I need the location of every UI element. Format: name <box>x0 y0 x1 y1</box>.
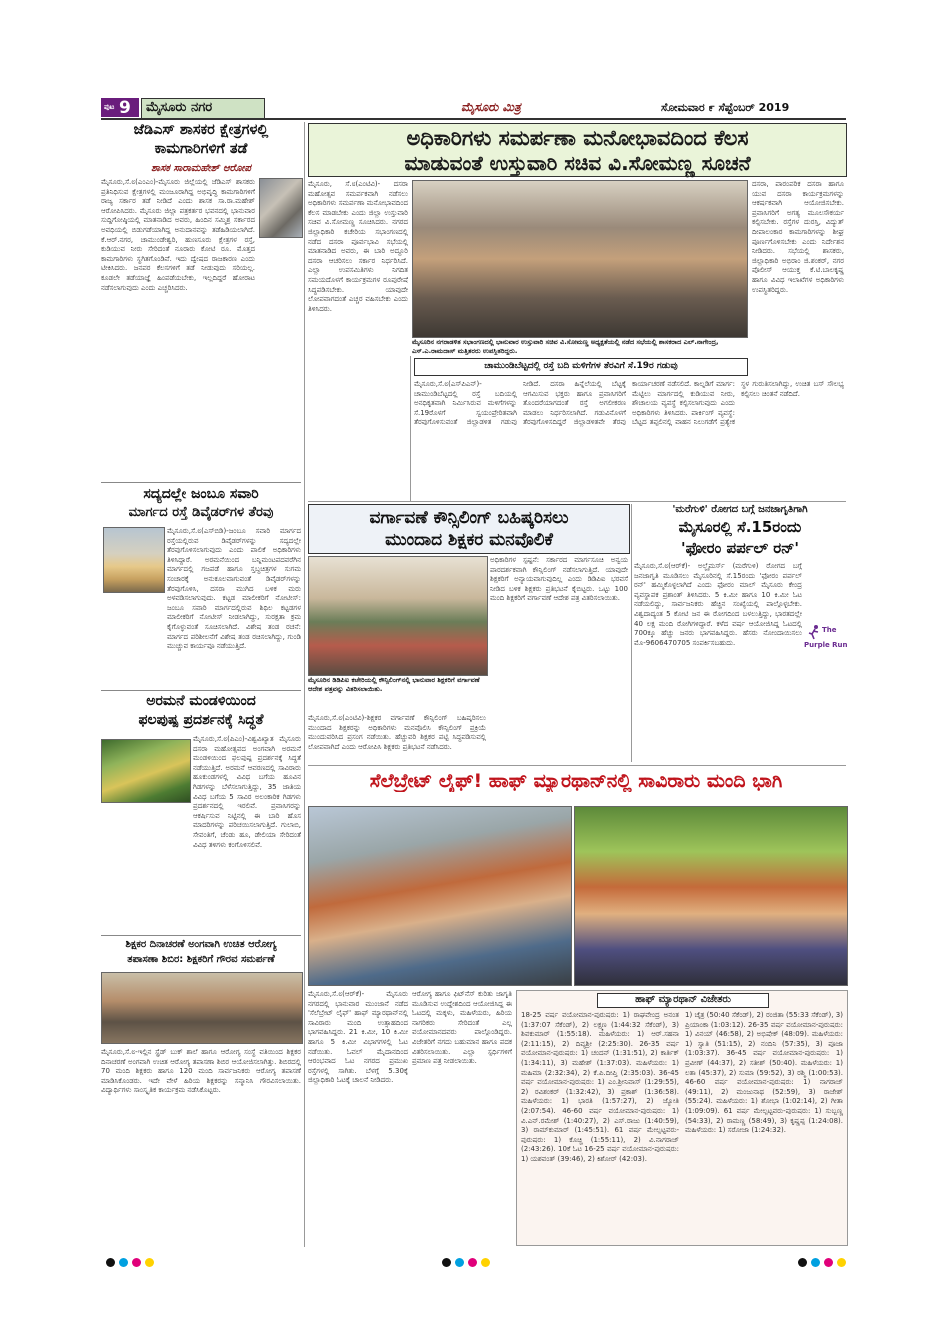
left-story2-headline-line2: ಮಾರ್ಗದ ರಸ್ತೆ ಡಿವೈಡರ್‌ಗಳ ತೆರವು <box>128 505 274 520</box>
left-story4 <box>101 935 301 1246</box>
registration-dot <box>798 1258 807 1267</box>
paper-name: ಮೈಸೂರು ಮಿತ್ರ <box>461 100 521 114</box>
left-story4-body: ಮೈಸೂರು,ಸೆ.೮-ಇಲ್ಲಿನ ಸ್ಪ್ರೆಡ್ ಬುಕ್ ಶಾಲೆ ಹಾಗೂ ಆರೋಗ್ಯ ಸಂಸ್ಥೆ ವತಿಯಿಂದ ಶಿಕ್ಷಕರ ದಿನಾಚರಣೆ ಅಂಗವಾಗಿ ಉಚಿತ ಆರೋಗ್ಯ ತಪಾಸಣಾ ಶಿಬಿರ ಆಯೋಜಿಸಲಾಗಿತ್ತು. ಶಿಬಿರದಲ್ಲಿ 70 ಮಂದಿ ಶಿಕ್ಷಕರು ಹಾಗೂ 120 ಮಂದಿ ಸಾರ್ವಜನಿಕರು ಆರೋಗ್ಯ ತಪಾಸಣೆ ಮಾಡಿಸಿಕೊಂಡರು. ಇದೇ ವೇಳೆ ಹಿರಿಯ ಶಿಕ್ಷಕರನ್ನು ಸನ್ಮಾನಿಸಿ ಗೌರವಿಸಲಾಯಿತು. ವಿದ್ಯಾರ್ಥಿಗಳು ಸಾಂಸ್ಕೃತಿಕ ಕಾರ್ಯಕ್ರಮ ನಡೆಸಿಕೊಟ್ಟರು. <box>101 1048 301 1095</box>
column-rule-left <box>304 122 305 1247</box>
left-story2-body: ಮೈಸೂರು,ಸೆ.೮(ಎಸ್‌ಬಿಡಿ)-ಜಂಬೂ ಸವಾರಿ ಮಾರ್ಗದ ರಸ್ತೆಯಲ್ಲಿರುವ ಡಿವೈಡರ್‌ಗಳನ್ನು ಸದ್ಯದಲ್ಲೇ ತೆರವುಗೊಳಿಸಲಾಗುವುದು ಎಂದು ಪಾಲಿಕೆ ಅಧಿಕಾರಿಗಳು ತಿಳಿಸಿದ್ದಾರೆ. ಅರಮನೆಯಿಂದ ಬನ್ನಿಮಂಟಪದವರೆಗಿನ ಮಾರ್ಗದಲ್ಲಿ ಗಜಪಡೆ ಹಾಗೂ ಸ್ತಬ್ಧಚಿತ್ರಗಳ ಸುಗಮ ಸಂಚಾರಕ್ಕೆ ಅನುಕೂಲವಾಗುವಂತೆ ಡಿವೈಡರ್‌ಗಳನ್ನು ತೆರವುಗೊಳಿಸಿ, ದಸರಾ ಮುಗಿದ ಬಳಿಕ ಮರು ಅಳವಡಿಸಲಾಗುವುದು. ಕಟ್ಟಡ ಮಾಲೀಕರಿಗೆ ನೋಟೀಸ್: ಜಂಬೂ ಸವಾರಿ ಮಾರ್ಗದಲ್ಲಿರುವ ಶಿಥಿಲ ಕಟ್ಟಡಗಳ ಮಾಲೀಕರಿಗೆ ನೋಟೀಸ್ ನೀಡಲಾಗಿದ್ದು, ಸುರಕ್ಷತಾ ಕ್ರಮ ಕೈಗೊಳ್ಳುವಂತೆ ಸೂಚಿಸಲಾಗಿದೆ. ವಿಶೇಷ ತಂಡ ರಚನೆ: ಮಾರ್ಗದ ಪರಿಶೀಲನೆಗೆ ವಿಶೇಷ ತಂಡ ರಚಿಸಲಾಗಿದ್ದು, ಗುಂಡಿ ಮುಚ್ಚುವ ಕಾರ್ಯವೂ ನಡೆಯುತ್ತಿದೆ. <box>167 527 301 651</box>
issue-date: ಸೋಮವಾರ ೯ ಸೆಪ್ಟೆಂಬರ್ 2019 <box>661 101 790 114</box>
left-story4-photo <box>101 972 303 1044</box>
lead-headline-line2: ಮಾಡುವಂತೆ ಉಸ್ತುವಾರಿ ಸಚಿವ ವಿ.ಸೋಮಣ್ಣ ಸೂಚನೆ <box>404 151 751 175</box>
chamundi-body: ಮೈಸೂರು,ಸೆ.೮(ಎಸ್‌ಪಿಎನ್)-ಚಾಮುಂಡಿಬೆಟ್ಟದಲ್ಲಿ ರಸ್ತೆ ಬದಿಯಲ್ಲಿ ಅನಧಿಕೃತವಾಗಿ ನಿರ್ಮಿಸಿರುವ ಮಳಿಗೆಗಳನ್ನು ಸೆ.19ರೊಳಗೆ ಸ್ವಯಂಪ್ರೇರಿತವಾಗಿ ತೆರವುಗೊಳಿಸುವಂತೆ ಜಿಲ್ಲಾಡಳಿತ ಗಡುವು ನೀಡಿದೆ. ದಸರಾ ಹಿನ್ನೆಲೆಯಲ್ಲಿ ಬೆಟ್ಟಕ್ಕೆ ಆಗಮಿಸುವ ಭಕ್ತರು ಹಾಗೂ ಪ್ರವಾಸಿಗರಿಗೆ ತೊಂದರೆಯಾಗದಂತೆ ರಸ್ತೆ ಅಗಲೀಕರಣ ಮಾಡಲು ನಿರ್ಧರಿಸಲಾಗಿದೆ. ಗಡುವಿನೊಳಗೆ ತೆರವುಗೊಳಿಸದಿದ್ದರೆ ಜಿಲ್ಲಾಡಳಿತವೇ ತೆರವು ಕಾರ್ಯಾಚರಣೆ ನಡೆಸಲಿದೆ. ಕಾಲ್ನಡಿಗೆ ಮಾರ್ಗ: ಮೆಟ್ಟಿಲು ಮಾರ್ಗದಲ್ಲಿ ಕುಡಿಯುವ ನೀರು, ಶೌಚಾಲಯ ವ್ಯವಸ್ಥೆ ಕಲ್ಪಿಸಲಾಗುವುದು ಎಂದು ಅಧಿಕಾರಿಗಳು ತಿಳಿಸಿದರು. ಪಾರ್ಕಿಂಗ್ ವ್ಯವಸ್ಥೆ: ಬೆಟ್ಟದ ತಪ್ಪಲಿನಲ್ಲಿ ವಾಹನ ನಿಲುಗಡೆಗೆ ಪ್ರತ್ಯೇಕ ಸ್ಥಳ ಗುರುತಿಸಲಾಗಿದ್ದು, ಉಚಿತ ಬಸ್ ಸೌಲಭ್ಯ ಕಲ್ಪಿಸಲು ಚಿಂತನೆ ನಡೆದಿದೆ. <box>414 380 844 427</box>
lead-photo <box>412 180 748 338</box>
registration-dot <box>824 1258 833 1267</box>
left-story2 <box>101 482 301 681</box>
page-label: ಪುಟ <box>104 103 115 111</box>
counseling-headline-line2: ಮುಂದಾದ ಶಿಕ್ಷಕರ ಮನವೊಲಿಕೆ <box>385 530 553 550</box>
registration-dot <box>811 1258 820 1267</box>
registration-dot <box>468 1258 477 1267</box>
left-story1-headline-line1: ಜೆಡಿಎಸ್ ಶಾಸಕರ ಕ್ಷೇತ್ರಗಳಲ್ಲಿ <box>133 122 269 138</box>
marathon-body-left: ಮೈಸೂರು,ಸೆ.೮(ಆರ್‌ಕೆ)- ಮೈಸೂರು ನಗರದಲ್ಲಿ ಭಾನುವಾರ ಮುಂಜಾನೆ ನಡೆದ 'ಸೆಲೆಬ್ರೇಟ್ ಲೈಫ್' ಹಾಫ್ ಮ್ಯಾರಥಾನ್‌ನಲ್ಲಿ ಸಾವಿರಾರು ಮಂದಿ ಉತ್ಸಾಹದಿಂದ ಭಾಗವಹಿಸಿದ್ದರು. 21 ಕಿ.ಮೀ, 10 ಕಿ.ಮೀ ಹಾಗೂ 5 ಕಿ.ಮೀ ವಿಭಾಗಗಳಲ್ಲಿ ಓಟ ನಡೆಯಿತು. ಓವಲ್ ಮೈದಾನದಿಂದ ಆರಂಭವಾದ ಓಟ ನಗರದ ಪ್ರಮುಖ ರಸ್ತೆಗಳಲ್ಲಿ ಸಾಗಿತು. ಬೆಳಗ್ಗೆ 5.30ಕ್ಕೆ ಜಿಲ್ಲಾಧಿಕಾರಿ ಓಟಕ್ಕೆ ಚಾಲನೆ ನೀಡಿದರು. <box>308 990 408 1085</box>
left-story3-headline-line1: ಅರಮನೆ ಮಂಡಳಿಯಿಂದ <box>146 693 256 709</box>
page-number-box <box>101 98 139 117</box>
lead-body-right: ದಸರಾ, ಪಾರಂಪರಿಕ ದಸರಾ ಹಾಗೂ ಯುವ ದಸರಾ ಕಾರ್ಯಕ್ರಮಗಳನ್ನು ಆಕರ್ಷಕವಾಗಿ ಆಯೋಜಿಸಬೇಕು. ಪ್ರವಾಸಿಗರಿಗೆ ಅಗತ್ಯ ಮೂಲಸೌಕರ್ಯ ಕಲ್ಪಿಸಬೇಕು. ರಸ್ತೆಗಳ ದುರಸ್ತಿ, ವಿದ್ಯುತ್ ದೀಪಾಲಂಕಾರ ಕಾಮಗಾರಿಗಳನ್ನು ಶೀಘ್ರ ಪೂರ್ಣಗೊಳಿಸಬೇಕು ಎಂದು ನಿರ್ದೇಶನ ನೀಡಿದರು. ಸಭೆಯಲ್ಲಿ ಶಾಸಕರು, ಜಿಲ್ಲಾಧಿಕಾರಿ ಅಭಿರಾಂ ಜಿ.ಶಂಕರ್, ನಗರ ಪೊಲೀಸ್ ಆಯುಕ್ತ ಕೆ.ಟಿ.ಬಾಲಕೃಷ್ಣ ಹಾಗೂ ವಿವಿಧ ಇಲಾಖೆಗಳ ಅಧಿಕಾರಿಗಳು ಉಪಸ್ಥಿತರಿದ್ದರು. <box>752 180 844 294</box>
lead-headline-line1: ಅಧಿಕಾರಿಗಳು ಸಮರ್ಪಣಾ ಮನೋಭಾವದಿಂದ ಕೆಲಸ <box>406 126 749 150</box>
winners-right: 1) ಚೈತ್ರ (50:40 ಸೆಕೆಂಡ್), 2) ರಂಜಿತಾ (55:33 ಸೆಕೆಂಡ್), 3) ಪ್ರಿಯಾಂಕಾ (1:03:12). 26-35 ವರ್ಷ ವಯೋಮಾನ-ಪುರುಷರು: 1) ವಿನಯ್ (46:58), 2) ಅಭಿಷೇಕ್ (48:09). ಮಹಿಳೆಯರು: 1) ಸ್ವಾತಿ (51:15), 2) ನಂದಿನಿ (57:35), 3) ಪೂಜಾ (1:03:37). 36-45 ವರ್ಷ ವಯೋಮಾನ-ಪುರುಷರು: 1) ಪ್ರವೀಣ್ (44:37), 2) ಸತೀಶ್ (50:40). ಮಹಿಳೆಯರು: 1) ಲತಾ (45:37), 2) ಸುಮಾ (59:52), 3) ರಶ್ಮಿ (1:00:53). 46-60 ವರ್ಷ ವಯೋಮಾನ-ಪುರುಷರು: 1) ನಾಗರಾಜ್ (49:11), 2) ಮಂಜುನಾಥ (52:59), 3) ರಾಜೇಶ್ (55:24). ಮಹಿಳೆಯರು: 1) ಶೋಭಾ (1:02:14), 2) ಗೀತಾ (1:09:09). 61 ವರ್ಷ ಮೇಲ್ಪಟ್ಟವರು-ಪುರುಷರು: 1) ಸುಬ್ಬಣ್ಣ (54:33), 2) ರಾಮಣ್ಣ (58:49), 3) ಕೃಷ್ಣಪ್ಪ (1:24:08). ಮಹಿಳೆಯರು: 1) ಸರೋಜಾ (1:24:32). <box>685 1011 843 1135</box>
left-story2-photo <box>103 527 165 593</box>
counseling-headline-box <box>308 504 630 554</box>
registration-dot <box>119 1258 128 1267</box>
column-rule-chamundi <box>410 356 411 501</box>
lead-headline-box <box>308 123 847 177</box>
section-label <box>141 98 265 119</box>
marathon-photo-right <box>574 806 848 986</box>
horizontal-rule-1 <box>308 501 846 502</box>
left-story3-photo <box>101 739 191 803</box>
registration-dot <box>145 1258 154 1267</box>
left-story3 <box>101 690 301 931</box>
registration-dot <box>455 1258 464 1267</box>
purple-run-logo-name: Purple Run <box>804 641 848 649</box>
footer-marks-right <box>796 1252 848 1271</box>
left-story1-photo <box>259 178 303 238</box>
lead-photo-caption: ಮೈಸೂರಿನ ನಗರಾಡಳಿತ ಸಭಾಂಗಣದಲ್ಲಿ ಭಾನುವಾರ ಉಸ್ತುವಾರಿ ಸಚಿವ ವಿ.ಸೋಮಣ್ಣ ಅಧ್ಯಕ್ಷತೆಯಲ್ಲಿ ನಡೆದ ಸಭೆಯಲ್ಲಿ ಶಾಸಕರಾದ ಎಲ್.ನಾಗೇಂದ್ರ, ಎಸ್.ಎ.ರಾಮದಾಸ್ ಮತ್ತಿತರರು ಉಪಸ್ಥಿತರಿದ್ದರು. <box>412 338 719 355</box>
masthead <box>101 98 846 120</box>
counseling-photo <box>308 556 488 676</box>
registration-dot <box>837 1258 846 1267</box>
column-rule-mid <box>631 504 632 762</box>
counseling-body-right: ಅಧಿಕಾರಿಗಳ ಸ್ಪಷ್ಟನೆ: ಸರ್ಕಾರದ ಮಾರ್ಗಸೂಚಿ ಅನ್ವಯ ಪಾರದರ್ಶಕವಾಗಿ ಕೌನ್ಸಿಲಿಂಗ್ ನಡೆಸಲಾಗುತ್ತಿದೆ. ಯಾವುದೇ ಶಿಕ್ಷಕರಿಗೆ ಅನ್ಯಾಯವಾಗುವುದಿಲ್ಲ ಎಂದು ಡಿಡಿಪಿಐ ಭರವಸೆ ನೀಡಿದ ಬಳಿಕ ಶಿಕ್ಷಕರು ಪ್ರತಿಭಟನೆ ಕೈಬಿಟ್ಟರು. ಒಟ್ಟು 100 ಮಂದಿ ಶಿಕ್ಷಕರಿಗೆ ವರ್ಗಾವಣೆ ಆದೇಶ ಪತ್ರ ವಿತರಿಸಲಾಯಿತು. <box>490 556 628 603</box>
left-story1-body-cont <box>101 336 301 456</box>
counseling-headline-line1: ವರ್ಗಾವಣೆ ಕೌನ್ಸಿಲಿಂಗ್ ಬಹಿಷ್ಕರಿಸಲು <box>369 508 569 528</box>
counseling-photo-caption: ಮೈಸೂರಿನ ಡಿಡಿಪಿಐ ಕಚೇರಿಯಲ್ಲಿ ಕೌನ್ಸಿಲಿಂಗ್‌ನಲ್ಲಿ ಭಾನುವಾರ ಶಿಕ್ಷಕರಿಗೆ ವರ್ಗಾವಣೆ ಆದೇಶ ಪತ್ರವನ್ನು ವಿತರಿಸಲಾಯಿತು. <box>308 676 480 693</box>
runner-icon <box>806 624 822 640</box>
chamundi-headline-bar <box>414 358 748 376</box>
horizontal-rule-2 <box>308 765 846 766</box>
registration-dot <box>106 1258 115 1267</box>
purple-run-headline-line3: 'ಫೋರಂ ಪರ್ಪಲ್ ರನ್' <box>681 539 799 557</box>
left-story4-headline-line1: ಶಿಕ್ಷಕರ ದಿನಾಚರಣೆ ಅಂಗವಾಗಿ ಉಚಿತ ಆರೋಗ್ಯ <box>125 939 277 950</box>
registration-dot <box>442 1258 451 1267</box>
purple-run-logo <box>804 624 846 656</box>
left-story2-headline-line1: ಸದ್ಯದಲ್ಲೇ ಜಂಬೂ ಸವಾರಿ <box>143 486 259 502</box>
counseling-body-left: ಮೈಸೂರು,ಸೆ.೮(ಎಂಟಿವಿ)-ಶಿಕ್ಷಕರ ವರ್ಗಾವಣೆ ಕೌನ್ಸಿಲಿಂಗ್ ಬಹಿಷ್ಕರಿಸಲು ಮುಂದಾದ ಶಿಕ್ಷಕರನ್ನು ಅಧಿಕಾರಿಗಳು ಮನವೊಲಿಸಿ ಕೌನ್ಸಿಲಿಂಗ್ ಪ್ರಕ್ರಿಯೆ ಮುಂದುವರಿಸಿದ ಪ್ರಸಂಗ ನಡೆಯಿತು. ಹೆಚ್ಚುವರಿ ಶಿಕ್ಷಕರ ಪಟ್ಟಿ ಸಿದ್ಧಪಡಿಸುವಲ್ಲಿ ಲೋಪವಾಗಿದೆ ಎಂದು ಆರೋಪಿಸಿ ಶಿಕ್ಷಕರು ಪ್ರತಿಭಟನೆ ನಡೆಸಿದರು. <box>308 714 486 751</box>
winners-title: ಹಾಫ್ ಮ್ಯಾರಥಾನ್ ವಿಜೇತರು <box>597 993 769 1008</box>
footer-marks-center <box>440 1252 492 1271</box>
left-story4-headline-line2: ತಪಾಸಣಾ ಶಿಬಿರ: ಶಿಕ್ಷಕರಿಗೆ ಗೌರವ ಸಮರ್ಪಣೆ <box>127 954 275 965</box>
marathon-photo-left <box>308 806 572 986</box>
marathon-headline: ಸೆಲೆಬ್ರೇಟ್ ಲೈಫ್! ಹಾಫ್ ಮ್ಯಾರಥಾನ್‌ನಲ್ಲಿ ಸಾವಿರಾರು ಮಂದಿ ಭಾಗಿ <box>369 770 783 792</box>
registration-dot <box>481 1258 490 1267</box>
purple-run-headline-line1: 'ಮರೆಗುಳಿ' ರೋಗದ ಬಗ್ಗೆ ಜನಜಾಗೃತಿಗಾಗಿ <box>672 504 808 515</box>
left-story1 <box>101 122 301 482</box>
winners-left: 18-25 ವರ್ಷ ವಯೋಮಾನ-ಪುರುಷರು: 1) ರಾಘವೇಂದ್ರ ಅನಂತ (1:37:07 ಸೆಕೆಂಡ್), 2) ಲಕ್ಷ್ಮಣ (1:44:32 ಸೆಕೆಂಡ್), 3) ಶಿವಕುಮಾರ್ (1:55:18). ಮಹಿಳೆಯರು: 1) ಆರ್.ಸಹನಾ (2:11:15), 2) ದಿವ್ಯಶ್ರೀ (2:25:30). 26-35 ವರ್ಷ ವಯೋಮಾನ-ಪುರುಷರು: 1) ಚಂದನ್ (1:31:51), 2) ಕಾರ್ತಿಕ್ (1:34:11), 3) ಮಹೇಶ್ (1:37:03). ಮಹಿಳೆಯರು: 1) ಮಹಿಮಾ (2:32:34), 2) ಕೆ.ಪಿ.ದೀಪ್ತಿ (2:35:03). 36-45 ವರ್ಷ ವಯೋಮಾನ-ಪುರುಷರು: 1) ಎಂ.ಶ್ರೀನಿವಾಸ್ (1:29:55), 2) ರವಿಶಂಕರ್ (1:32:42), 3) ಪ್ರಕಾಶ್ (1:36:58). ಮಹಿಳೆಯರು: 1) ಭಾರತಿ (1:57:27), 2) ಜ್ಯೋತಿ (2:07:54). 46-60 ವರ್ಷ ವಯೋಮಾನ-ಪುರುಷರು: 1) ವಿ.ಎನ್.ರಮೇಶ್ (1:40:27), 2) ಎಸ್.ರಾಜು (1:40:59), 3) ರಾಮ್‌ಕುಮಾರ್ (1:45:51). 61 ವರ್ಷ ಮೇಲ್ಪಟ್ಟವರು-ಪುರುಷರು: 1) ಕೊಚ್ಚಿ (1:55:11), 2) ವಿ.ನಾಗರಾಜ್ (2:43:26). 10ಕೆ ಓಟ 16-25 ವರ್ಷ ವಯೋಮಾನ-ಪುರುಷರು: 1) ಯಶವಂತ್ (39:46), 2) ಕಿಶೋರ್ (42:03). <box>521 1011 679 1163</box>
page-number: 9 <box>119 98 131 118</box>
left-story3-headline-line2: ಫಲಪುಷ್ಪ ಪ್ರದರ್ಶನಕ್ಕೆ ಸಿದ್ಧತೆ <box>138 712 264 728</box>
lead-body-continued <box>308 340 408 455</box>
left-story1-headline-line2: ಕಾಮಗಾರಿಗಳಿಗೆ ತಡೆ <box>154 141 248 157</box>
purple-run <box>634 504 846 762</box>
marathon-headline-box <box>306 768 846 800</box>
left-story1-subhead: ಶಾಸಕ ಸಾರಾಮಹೇಶ್ ಆರೋಪ <box>151 163 251 174</box>
registration-dot <box>132 1258 141 1267</box>
marathon-body-right: ಆರೋಗ್ಯ ಹಾಗೂ ಫಿಟ್‌ನೆಸ್ ಕುರಿತು ಜಾಗೃತಿ ಮೂಡಿಸುವ ಉದ್ದೇಶದಿಂದ ಆಯೋಜಿಸಿದ್ದ ಈ ಓಟದಲ್ಲಿ ಮಕ್ಕಳು, ಮಹಿಳೆಯರು, ಹಿರಿಯ ನಾಗರಿಕರು ಸೇರಿದಂತೆ ಎಲ್ಲ ವಯೋಮಾನದವರು ಪಾಲ್ಗೊಂಡಿದ್ದರು. ವಿಜೇತರಿಗೆ ನಗದು ಬಹುಮಾನ ಹಾಗೂ ಪದಕ ವಿತರಿಸಲಾಯಿತು. ಎಲ್ಲಾ ಸ್ಪರ್ಧಿಗಳಿಗೆ ಪ್ರಮಾಣ ಪತ್ರ ನೀಡಲಾಯಿತು. <box>412 990 512 1066</box>
winners-box <box>516 990 848 1246</box>
left-story1-body: ಮೈಸೂರು,ಸೆ.೮(ಎಂಎಂ)-ಮೈಸೂರು ಜಿಲ್ಲೆಯಲ್ಲಿ ಜೆಡಿಎಸ್ ಶಾಸಕರು ಪ್ರತಿನಿಧಿಸುವ ಕ್ಷೇತ್ರಗಳಲ್ಲಿ ಮಂಜೂರಾಗಿದ್ದ ಅಭಿವೃದ್ಧಿ ಕಾಮಗಾರಿಗಳಿಗೆ ರಾಜ್ಯ ಸರ್ಕಾರ ತಡೆ ನೀಡಿದೆ ಎಂದು ಶಾಸಕ ಸಾ.ರಾ.ಮಹೇಶ್ ಆರೋಪಿಸಿದರು. ಮೈಸೂರು ಜಿಲ್ಲಾ ಪತ್ರಕರ್ತರ ಭವನದಲ್ಲಿ ಭಾನುವಾರ ಸುದ್ದಿಗೋಷ್ಠಿಯಲ್ಲಿ ಮಾತನಾಡಿದ ಅವರು, ಹಿಂದಿನ ಸಮ್ಮಿಶ್ರ ಸರ್ಕಾರದ ಅವಧಿಯಲ್ಲಿ ಬಿಡುಗಡೆಯಾಗಿದ್ದ ಅನುದಾನವನ್ನು ತಡೆಹಿಡಿಯಲಾಗಿದೆ. ಕೆ.ಆರ್.ನಗರ, ಚಾಮುಂಡೇಶ್ವರಿ, ಹುಣಸೂರು ಕ್ಷೇತ್ರಗಳ ರಸ್ತೆ, ಕುಡಿಯುವ ನೀರು ಸೇರಿದಂತೆ ನೂರಾರು ಕೋಟಿ ರೂ. ಮೊತ್ತದ ಕಾಮಗಾರಿಗಳು ಸ್ಥಗಿತಗೊಂಡಿವೆ. ಇದು ದ್ವೇಷದ ರಾಜಕಾರಣ ಎಂದು ಟೀಕಿಸಿದರು. ಜನಪರ ಕೆಲಸಗಳಿಗೆ ತಡೆ ನೀಡುವುದು ಸರಿಯಲ್ಲ. ಕೂಡಲೇ ತಡೆಯಾಜ್ಞೆ ಹಿಂಪಡೆಯಬೇಕು, ಇಲ್ಲದಿದ್ದರೆ ಹೋರಾಟ ನಡೆಸಲಾಗುವುದು ಎಂದು ಎಚ್ಚರಿಸಿದರು. <box>101 178 255 292</box>
chamundi-headline: ಚಾಮುಂಡಿಬೆಟ್ಟದಲ್ಲಿ ರಸ್ತೆ ಬದಿ ಮಳಿಗೆಗಳ ತೆರವಿಗೆ ಸೆ.19ರ ಗಡುವು <box>484 361 678 371</box>
lead-body-left: ಮೈಸೂರು, ಸೆ.೮(ಎಂಟಿವಿ)- ದಸರಾ ಮಹೋತ್ಸವ ಸಮರ್ಪಕವಾಗಿ ನಡೆಸಲು ಅಧಿಕಾರಿಗಳು ಸಮರ್ಪಣಾ ಮನೋಭಾವದಿಂದ ಕೆಲಸ ಮಾಡಬೇಕು ಎಂದು ಜಿಲ್ಲಾ ಉಸ್ತುವಾರಿ ಸಚಿವ ವಿ.ಸೋಮಣ್ಣ ಸೂಚಿಸಿದರು. ನಗರದ ಜಿಲ್ಲಾಧಿಕಾರಿ ಕಚೇರಿಯ ಸಭಾಂಗಣದಲ್ಲಿ ನಡೆದ ದಸರಾ ಪೂರ್ವಭಾವಿ ಸಭೆಯಲ್ಲಿ ಮಾತನಾಡಿದ ಅವರು, ಈ ಬಾರಿ ಅದ್ದೂರಿ ದಸರಾ ಆಚರಿಸಲು ಸರ್ಕಾರ ನಿರ್ಧರಿಸಿದೆ. ಎಲ್ಲಾ ಉಪಸಮಿತಿಗಳು ನಿಗದಿತ ಸಮಯದೊಳಗೆ ಕಾರ್ಯಕ್ರಮಗಳ ರೂಪುರೇಷೆ ಸಿದ್ಧಪಡಿಸಬೇಕು. ಯಾವುದೇ ಲೋಪವಾಗದಂತೆ ಎಚ್ಚರ ವಹಿಸಬೇಕು ಎಂದು ತಿಳಿಸಿದರು. <box>308 180 408 313</box>
section-title: ಮೈಸೂರು ನಗರ <box>146 100 213 115</box>
purple-run-logo-the: The <box>822 626 837 634</box>
purple-run-headline-line2: ಮೈಸೂರಲ್ಲಿ ಸೆ.15ರಂದು <box>678 518 802 536</box>
purple-run-body: ಮೈಸೂರು,ಸೆ.೮(ಆರ್‌ಕೆ)- ಅಲ್ಜೈಮರ್ಸ್ (ಮರೆಗುಳಿ) ರೋಗದ ಬಗ್ಗೆ ಜನಜಾಗೃತಿ ಮೂಡಿಸಲು ಮೈಸೂರಿನಲ್ಲಿ ಸೆ.15ರಂದು 'ಫೋರಂ ಪರ್ಪಲ್ ರನ್' ಹಮ್ಮಿಕೊಳ್ಳಲಾಗಿದೆ ಎಂದು ಫೋರಂ ಮಾಲ್ ಮೈಸೂರು ಕೇಂದ್ರ ವ್ಯವಸ್ಥಾಪಕ ಪ್ರಶಾಂತ್ ತಿಳಿಸಿದರು. 5 ಕಿ.ಮೀ ಹಾಗೂ 10 ಕಿ.ಮೀ ಓಟ ನಡೆಯಲಿದ್ದು, ಸಾರ್ವಜನಿಕರು ಹೆಚ್ಚಿನ ಸಂಖ್ಯೆಯಲ್ಲಿ ಪಾಲ್ಗೊಳ್ಳಬೇಕು. ವಿಶ್ವದಾದ್ಯಂತ 5 ಕೋಟಿ ಜನ ಈ ರೋಗದಿಂದ ಬಳಲುತ್ತಿದ್ದು, ಭಾರತದಲ್ಲೇ 40 ಲಕ್ಷ ಮಂದಿ ರೋಗಿಗಳಿದ್ದಾರೆ. ಕಳೆದ ವರ್ಷ ಆಯೋಜಿಸಿದ್ದ ಓಟದಲ್ಲಿ 700ಕ್ಕೂ ಹೆಚ್ಚು ಜನರು ಭಾಗವಹಿಸಿದ್ದರು. ಹೆಸರು ನೋಂದಾಯಿಸಲು ಮೊ-9606470705 ಸಂಪರ್ಕಿಸಬಹುದು. <box>634 562 802 647</box>
footer-marks-left <box>104 1252 156 1271</box>
left-story3-body: ಮೈಸೂರು,ಸೆ.೮(ಪಿಎಂ)-ವಿಶ್ವವಿಖ್ಯಾತ ಮೈಸೂರು ದಸರಾ ಮಹೋತ್ಸವದ ಅಂಗವಾಗಿ ಅರಮನೆ ಮಂಡಳಿಯಿಂದ ಫಲಪುಷ್ಪ ಪ್ರದರ್ಶನಕ್ಕೆ ಸಿದ್ಧತೆ ನಡೆಯುತ್ತಿದೆ. ಅರಮನೆ ಆವರಣದಲ್ಲಿ ಸಾವಿರಾರು ಹೂಕುಂಡಗಳಲ್ಲಿ ವಿವಿಧ ಬಗೆಯ ಹೂವಿನ ಗಿಡಗಳನ್ನು ಬೆಳೆಸಲಾಗುತ್ತಿದ್ದು, 35 ಜಾತಿಯ ವಿವಿಧ ಬಗೆಯ 5 ಸಾವಿರ ಅಲಂಕಾರಿಕ ಗಿಡಗಳು ಪ್ರದರ್ಶನದಲ್ಲಿ ಇರಲಿವೆ. ಪ್ರವಾಸಿಗರನ್ನು ಆಕರ್ಷಿಸುವ ನಿಟ್ಟಿನಲ್ಲಿ ಈ ಬಾರಿ ಹೊಸ ಮಾದರಿಗಳನ್ನು ಪರಿಚಯಿಸಲಾಗುತ್ತಿದೆ. ಗುಲಾಬಿ, ಸೇವಂತಿಗೆ, ಚೆಂಡು ಹೂ, ಡೇಲಿಯಾ ಸೇರಿದಂತೆ ವಿವಿಧ ತಳಿಗಳು ಕಂಗೊಳಿಸಲಿವೆ. <box>193 735 301 849</box>
